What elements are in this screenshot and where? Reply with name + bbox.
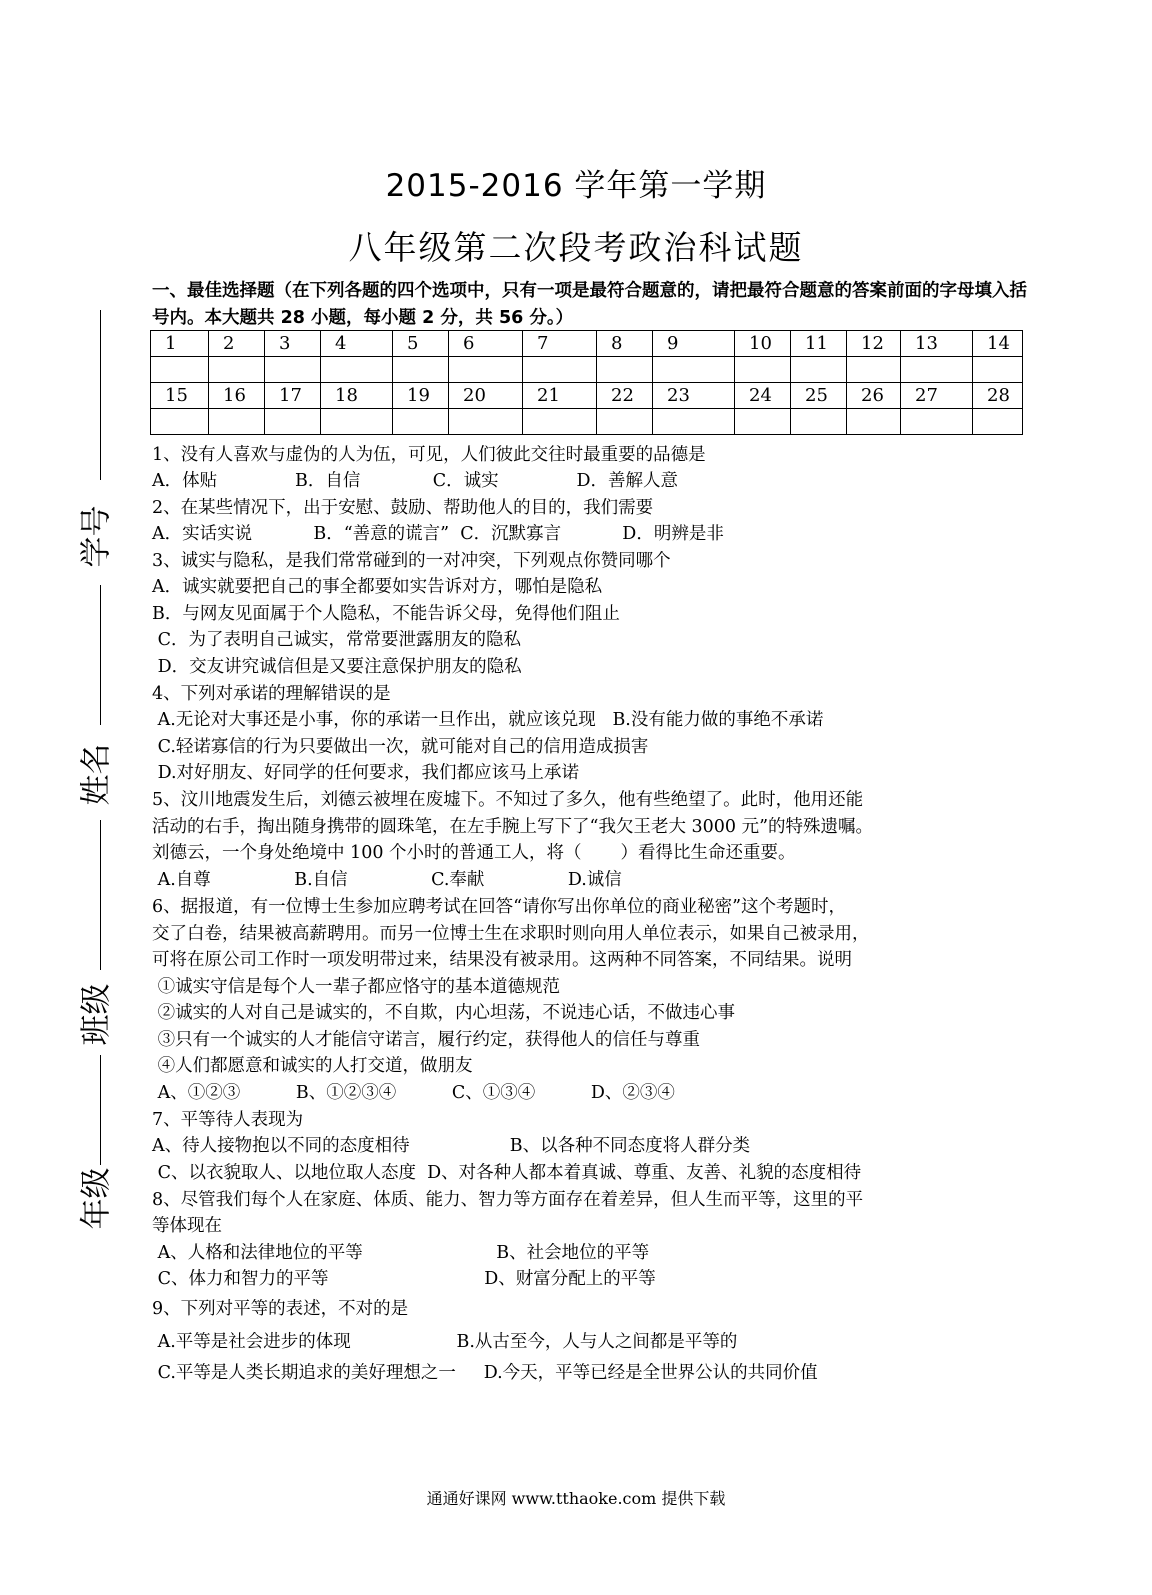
answer-blank-cell[interactable] bbox=[735, 409, 791, 435]
answer-blank-cell[interactable] bbox=[973, 409, 1023, 435]
page-title-line2: 八年级第二次段考政治科试题 bbox=[348, 228, 804, 267]
question-line: C．为了表明自己诚实，常常要泄露朋友的隐私 bbox=[152, 630, 521, 650]
question-line: 刘德云，一个身处绝境中 100 个小时的普通工人，将（ ）看得比生命还重要。 bbox=[152, 843, 796, 863]
question-line: ④人们都愿意和诚实的人打交道，做朋友 bbox=[152, 1056, 473, 1076]
answer-blank-cell[interactable] bbox=[597, 409, 653, 435]
answer-number-cell: 1 bbox=[151, 331, 209, 357]
question-line: ③只有一个诚实的人才能信守诺言，履行约定，获得他人的信任与尊重 bbox=[152, 1030, 701, 1050]
question-line: 1、没有人喜欢与虚伪的人为伍，可见，人们彼此交往时最重要的品德是 bbox=[152, 445, 706, 465]
answer-number-cell: 28 bbox=[973, 383, 1023, 409]
question-line: C、以衣貌取人、以地位取人态度 D、对各种人都本着真诚、尊重、友善、礼貌的态度相待 bbox=[152, 1163, 862, 1183]
question-line: 8、尽管我们每个人在家庭、体质、能力、智力等方面存在着差异，但人生而平等，这里的平 bbox=[152, 1190, 864, 1210]
answer-blank-cell[interactable] bbox=[791, 409, 847, 435]
question-line: 等体现在 bbox=[152, 1216, 222, 1236]
answer-blank-cell[interactable] bbox=[209, 409, 265, 435]
answer-table-blank-row-1 bbox=[151, 357, 1023, 383]
question-line: 2、在某些情况下，出于安慰、鼓励、帮助他人的目的，我们需要 bbox=[152, 498, 654, 518]
answer-number-cell: 21 bbox=[523, 383, 597, 409]
question-line: 4、下列对承诺的理解错误的是 bbox=[152, 684, 391, 704]
side-label-class: 班级 bbox=[78, 983, 115, 1046]
answer-blank-cell[interactable] bbox=[735, 357, 791, 383]
question-line: C、体力和智力的平等 D、财富分配上的平等 bbox=[152, 1269, 656, 1289]
answer-table bbox=[150, 330, 1023, 435]
answer-blank-cell[interactable] bbox=[901, 409, 973, 435]
answer-blank-cell[interactable] bbox=[265, 409, 321, 435]
answer-blank-cell[interactable] bbox=[847, 409, 901, 435]
answer-blank-cell[interactable] bbox=[321, 409, 393, 435]
question-line: D．交友讲究诚信但是又要注意保护朋友的隐私 bbox=[152, 657, 522, 677]
answer-number-cell: 4 bbox=[321, 331, 393, 357]
section-instruction: 一、最佳选择题（在下列各题的四个选项中，只有一项是最符合题意的，请把最符合题意的答案前面的字母填入括号内。本大题共 28 小题，每小题 2 分，共 56 分。） bbox=[152, 281, 1027, 328]
question-line: A、①②③ B、①②③④ C、①③④ D、②③④ bbox=[152, 1083, 675, 1103]
answer-blank-cell[interactable] bbox=[449, 409, 523, 435]
question-line: C.平等是人类长期追求的美好理想之一 D.今天，平等已经是全世界公认的共同价值 bbox=[152, 1363, 818, 1383]
question-line: 3、诚实与隐私，是我们常常碰到的一对冲突，下列观点你赞同哪个 bbox=[152, 551, 671, 571]
page-title-line1: 2015-2016 学年第一学期 bbox=[385, 168, 767, 204]
side-line-3 bbox=[100, 820, 101, 970]
answer-number-cell: 9 bbox=[653, 331, 735, 357]
question-line: 9、下列对平等的表述，不对的是 bbox=[152, 1299, 409, 1319]
answer-blank-cell[interactable] bbox=[523, 357, 597, 383]
answer-blank-cell[interactable] bbox=[791, 357, 847, 383]
answer-number-cell: 13 bbox=[901, 331, 973, 357]
question-line: 交了白卷，结果被高薪聘用。而另一位博士生在求职时则向用人单位表示，如果自己被录用， bbox=[152, 924, 870, 944]
answer-number-cell: 22 bbox=[597, 383, 653, 409]
question-line: 7、平等待人表现为 bbox=[152, 1110, 304, 1130]
question-line: A、待人接物抱以不同的态度相待 B、以各种不同态度将人群分类 bbox=[152, 1136, 751, 1156]
answer-blank-cell[interactable] bbox=[653, 409, 735, 435]
answer-number-cell: 8 bbox=[597, 331, 653, 357]
answer-number-cell: 3 bbox=[265, 331, 321, 357]
answer-blank-cell[interactable] bbox=[847, 357, 901, 383]
question-line: 6、据报道，有一位博士生参加应聘考试在回答“请你写出你单位的商业秘密”这个考题时， bbox=[152, 897, 847, 917]
question-line: A.无论对大事还是小事，你的承诺一旦作出，就应该兑现 B.没有能力做的事绝不承诺 bbox=[152, 710, 824, 730]
answer-number-cell: 11 bbox=[791, 331, 847, 357]
answer-number-cell: 26 bbox=[847, 383, 901, 409]
answer-table-header-row-1 bbox=[151, 331, 1023, 357]
side-label-student-number: 学号 bbox=[78, 505, 115, 568]
answer-number-cell: 15 bbox=[151, 383, 209, 409]
answer-number-cell: 19 bbox=[393, 383, 449, 409]
question-line: A．诚实就要把自己的事全都要如实告诉对方，哪怕是隐私 bbox=[152, 577, 603, 597]
side-label-name: 姓名 bbox=[78, 743, 115, 806]
answer-number-cell: 18 bbox=[321, 383, 393, 409]
answer-number-cell: 7 bbox=[523, 331, 597, 357]
question-line: ①诚实守信是每个人一辈子都应恪守的基本道德规范 bbox=[152, 977, 561, 997]
footer-source: 通通好课网 www.tthaoke.com 提供下载 bbox=[426, 1489, 726, 1508]
answer-table-blank-row-2 bbox=[151, 409, 1023, 435]
question-line: A.自尊 B.自信 C.奉献 D.诚信 bbox=[152, 870, 622, 890]
answer-number-cell: 14 bbox=[973, 331, 1023, 357]
question-line: ②诚实的人对自己是诚实的，不自欺，内心坦荡，不说违心话，不做违心事 bbox=[152, 1003, 736, 1023]
answer-blank-cell[interactable] bbox=[209, 357, 265, 383]
answer-blank-cell[interactable] bbox=[597, 357, 653, 383]
answer-number-cell: 27 bbox=[901, 383, 973, 409]
answer-blank-cell[interactable] bbox=[653, 357, 735, 383]
answer-blank-cell[interactable] bbox=[393, 409, 449, 435]
answer-blank-cell[interactable] bbox=[393, 357, 449, 383]
side-line-4 bbox=[100, 1055, 101, 1165]
question-line: A．实话实说 B．“善意的谎言” C．沉默寡言 D．明辨是非 bbox=[152, 524, 724, 544]
answer-number-cell: 12 bbox=[847, 331, 901, 357]
answer-number-cell: 2 bbox=[209, 331, 265, 357]
question-line: B．与网友见面属于个人隐私，不能告诉父母，免得他们阻止 bbox=[152, 604, 620, 624]
answer-blank-cell[interactable] bbox=[449, 357, 523, 383]
answer-blank-cell[interactable] bbox=[523, 409, 597, 435]
question-line: 活动的右手，掏出随身携带的圆珠笔，在左手腕上写下了“我欠王老大 3000 元”的特殊遗嘱。 bbox=[152, 817, 874, 837]
answer-blank-cell[interactable] bbox=[973, 357, 1023, 383]
question-line: A.平等是社会进步的体现 B.从古至今，人与人之间都是平等的 bbox=[152, 1332, 738, 1352]
answer-number-cell: 23 bbox=[653, 383, 735, 409]
answer-number-cell: 5 bbox=[393, 331, 449, 357]
answer-blank-cell[interactable] bbox=[151, 357, 209, 383]
question-line: A、人格和法律地位的平等 B、社会地位的平等 bbox=[152, 1243, 650, 1263]
answer-number-cell: 6 bbox=[449, 331, 523, 357]
answer-blank-cell[interactable] bbox=[265, 357, 321, 383]
side-label-grade: 年级 bbox=[78, 1167, 115, 1230]
answer-number-cell: 20 bbox=[449, 383, 523, 409]
question-line: A．体贴 B．自信 C．诚实 D．善解人意 bbox=[152, 471, 678, 491]
answer-number-cell: 24 bbox=[735, 383, 791, 409]
question-line: 可将在原公司工作时一项发明带过来，结果没有被录用。这两种不同答案，不同结果。说明 bbox=[152, 950, 852, 970]
answer-number-cell: 17 bbox=[265, 383, 321, 409]
answer-blank-cell[interactable] bbox=[151, 409, 209, 435]
question-line: 5、汶川地震发生后，刘德云被埋在废墟下。不知过了多久，他有些绝望了。此时，他用还能 bbox=[152, 790, 864, 810]
side-line-1 bbox=[100, 310, 101, 480]
answer-blank-cell[interactable] bbox=[321, 357, 393, 383]
answer-number-cell: 16 bbox=[209, 383, 265, 409]
answer-table-header-row-2 bbox=[151, 383, 1023, 409]
question-line: C.轻诺寡信的行为只要做出一次，就可能对自己的信用造成损害 bbox=[152, 737, 649, 757]
answer-blank-cell[interactable] bbox=[901, 357, 973, 383]
answer-number-cell: 25 bbox=[791, 383, 847, 409]
answer-number-cell: 10 bbox=[735, 331, 791, 357]
question-line: D.对好朋友、好同学的任何要求，我们都应该马上承诺 bbox=[152, 763, 580, 783]
side-line-2 bbox=[100, 585, 101, 725]
